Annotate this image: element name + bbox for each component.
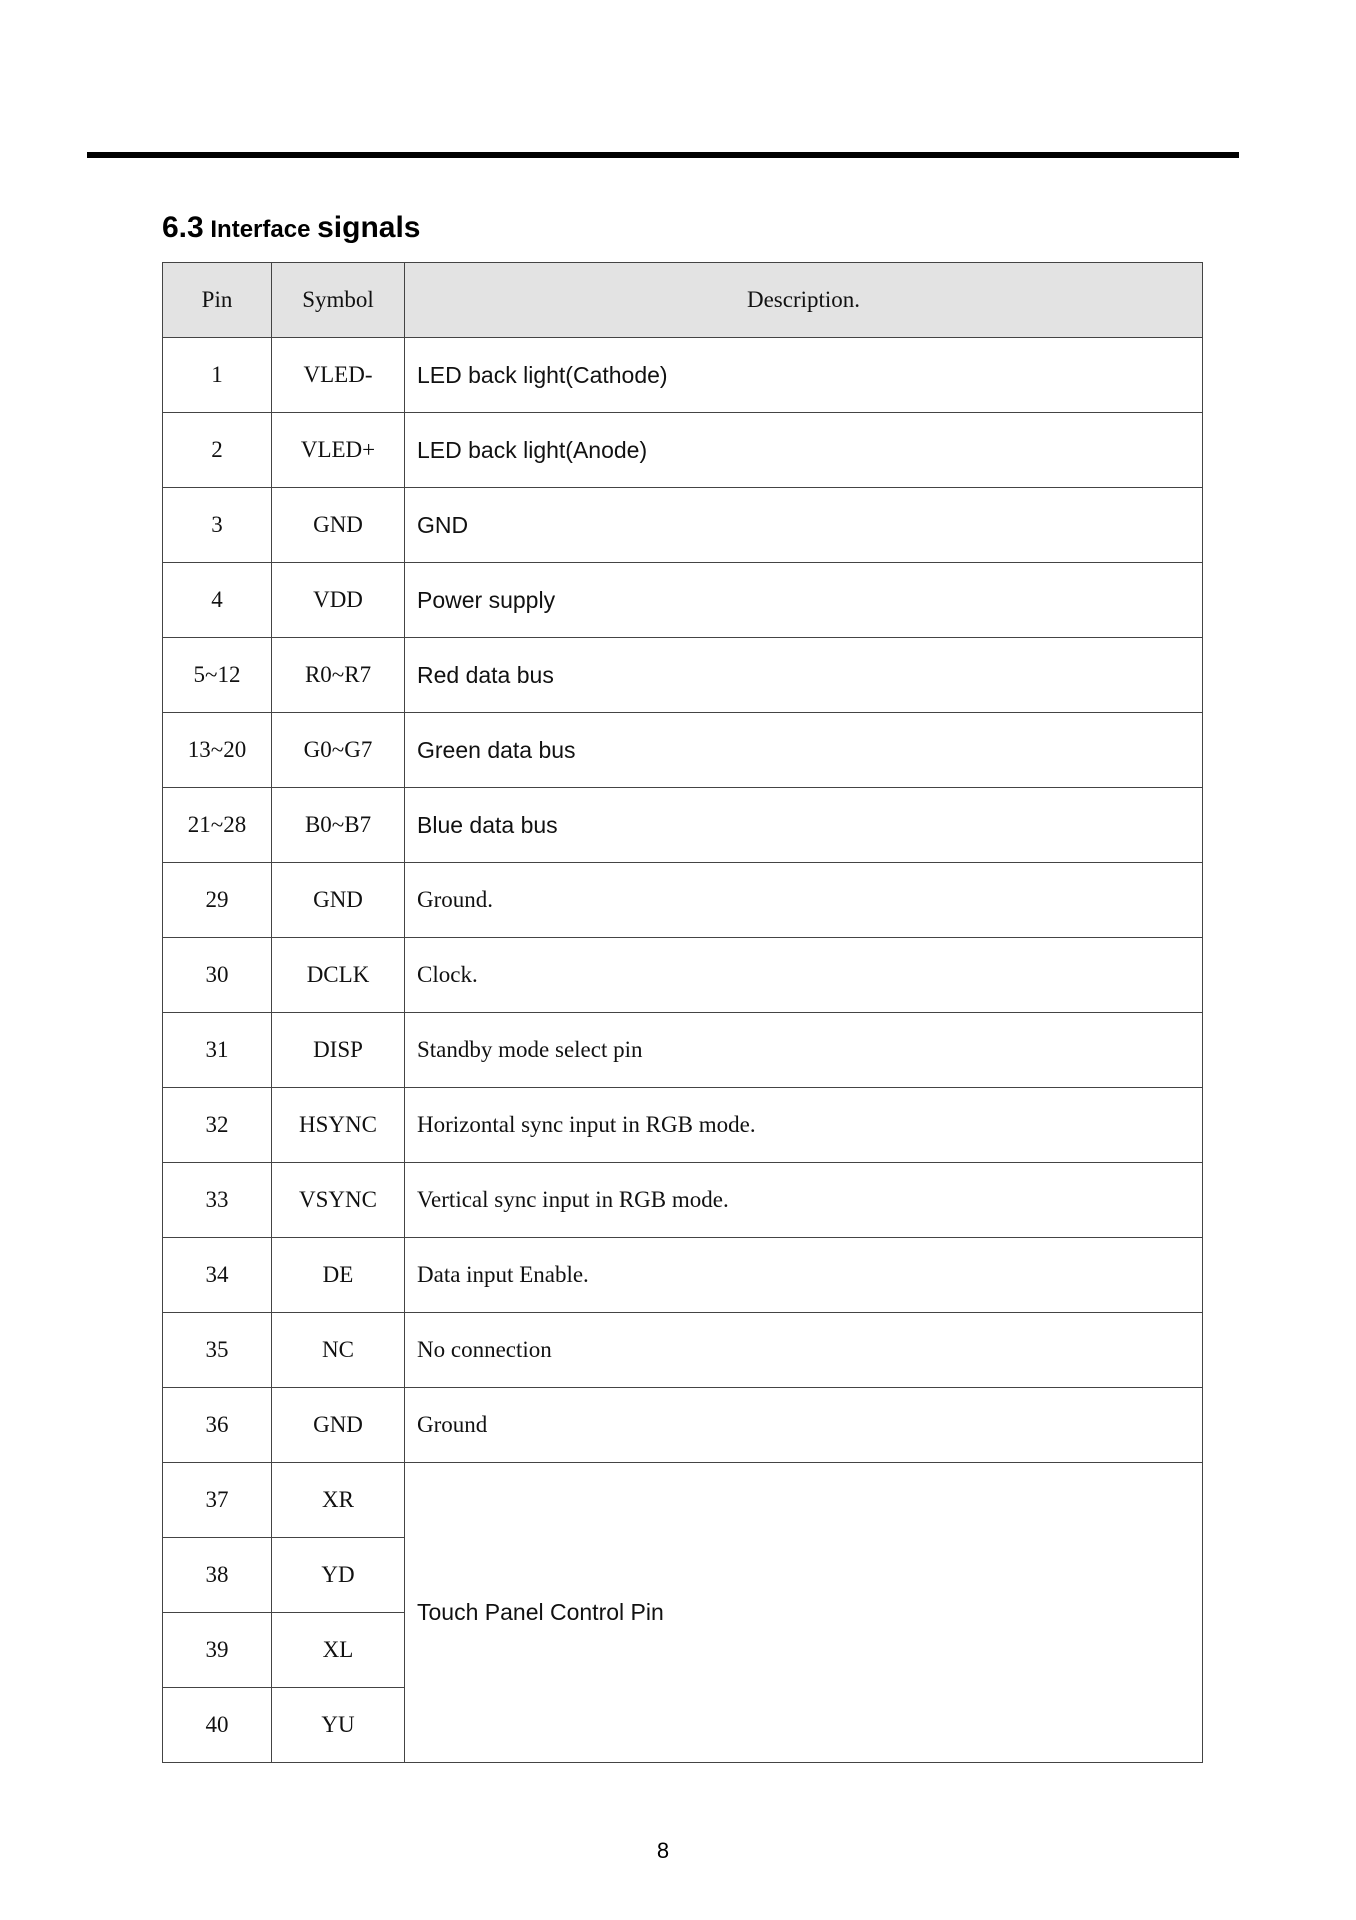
description-cell: Vertical sync input in RGB mode. [405,1163,1203,1238]
pin-cell: 36 [163,1388,272,1463]
table-row [163,1088,1203,1163]
interface-signals-table [162,262,1203,1763]
pin-cell: 37 [163,1463,272,1538]
touch-panel-description-cell: Touch Panel Control Pin [405,1463,1203,1763]
pin-cell: 39 [163,1613,272,1688]
pin-cell: 32 [163,1088,272,1163]
description-cell: Clock. [405,938,1203,1013]
pin-cell: 5~12 [163,638,272,713]
section-title-word-2: signals [317,211,421,244]
description-cell: LED back light(Cathode) [405,338,1203,413]
description-cell: Data input Enable. [405,1238,1203,1313]
description-cell: Ground. [405,863,1203,938]
header-description: Description. [405,263,1203,338]
description-cell: Horizontal sync input in RGB mode. [405,1088,1203,1163]
pin-cell: 13~20 [163,713,272,788]
pin-cell: 21~28 [163,788,272,863]
description-cell: Ground [405,1388,1203,1463]
top-rule [87,152,1239,158]
pin-cell: 38 [163,1538,272,1613]
symbol-cell: VSYNC [272,1163,405,1238]
symbol-cell: XR [272,1463,405,1538]
description-cell: Red data bus [405,638,1203,713]
symbol-cell: DCLK [272,938,405,1013]
description-cell: No connection [405,1313,1203,1388]
section-title [162,206,420,252]
table-row [163,788,1203,863]
table-row [163,1313,1203,1388]
symbol-cell: VDD [272,563,405,638]
pin-cell: 31 [163,1013,272,1088]
symbol-cell: VLED- [272,338,405,413]
table-row [163,713,1203,788]
description-cell: Blue data bus [405,788,1203,863]
header-symbol: Symbol [272,263,405,338]
description-cell: Standby mode select pin [405,1013,1203,1088]
symbol-cell: YD [272,1538,405,1613]
symbol-cell: NC [272,1313,405,1388]
pin-cell: 4 [163,563,272,638]
pin-cell: 40 [163,1688,272,1763]
table-row [163,1163,1203,1238]
page-number: 8 [656,1838,670,1863]
section-number: 6.3 [162,211,204,244]
table-row [163,338,1203,413]
symbol-cell: DISP [272,1013,405,1088]
symbol-cell: YU [272,1688,405,1763]
symbol-cell: XL [272,1613,405,1688]
table-row [163,1463,1203,1538]
symbol-cell: GND [272,863,405,938]
table-row [163,1388,1203,1463]
table-row [163,863,1203,938]
pin-cell: 33 [163,1163,272,1238]
description-cell: GND [405,488,1203,563]
pin-cell: 1 [163,338,272,413]
header-pin: Pin [163,263,272,338]
description-cell: Power supply [405,563,1203,638]
symbol-cell: GND [272,488,405,563]
pin-cell: 35 [163,1313,272,1388]
table-row [163,413,1203,488]
table-row [163,938,1203,1013]
pin-cell: 2 [163,413,272,488]
symbol-cell: VLED+ [272,413,405,488]
symbol-cell: GND [272,1388,405,1463]
table-row [163,1238,1203,1313]
table-header-row [163,263,1203,338]
table-row [163,488,1203,563]
pin-cell: 29 [163,863,272,938]
symbol-cell: R0~R7 [272,638,405,713]
symbol-cell: HSYNC [272,1088,405,1163]
description-cell: LED back light(Anode) [405,413,1203,488]
pin-cell: 34 [163,1238,272,1313]
pin-cell: 30 [163,938,272,1013]
section-title-word-1: Interface [210,216,311,243]
symbol-cell: DE [272,1238,405,1313]
table-row [163,563,1203,638]
pin-cell: 3 [163,488,272,563]
symbol-cell: G0~G7 [272,713,405,788]
symbol-cell: B0~B7 [272,788,405,863]
table-row [163,1013,1203,1088]
description-cell: Green data bus [405,713,1203,788]
table-row [163,638,1203,713]
